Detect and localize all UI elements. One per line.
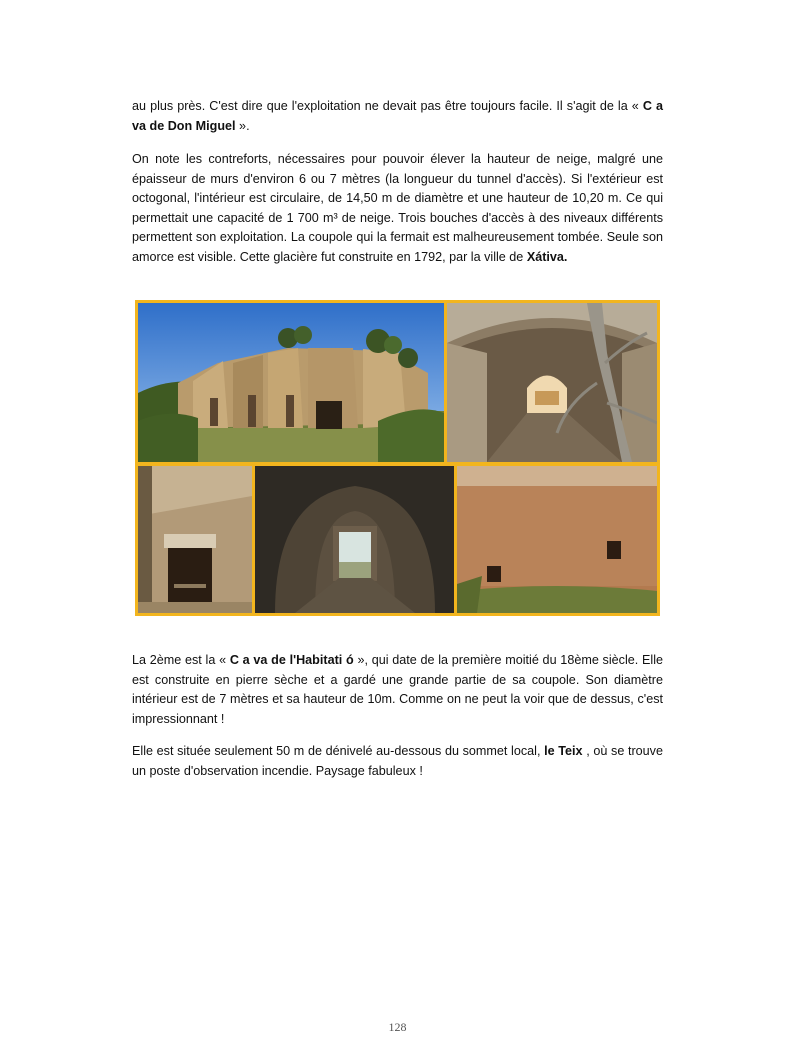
para1-text-end: ». bbox=[235, 118, 250, 133]
para3-text-end: », qui date de la première moitié du 18ème siècle. Elle est construite en pierre sèche et a gardé une grande partie de sa coupole. Son diamètre intérieur est de 7 mètres et sa hauteur de 10m. Comme on ne peut la voir que de dessus, c'est impressionnant ! bbox=[132, 653, 663, 726]
photo-exterior-buttresses bbox=[138, 303, 444, 462]
paragraph-1 bbox=[132, 97, 663, 136]
photo-tunnel-with-tree bbox=[447, 303, 657, 462]
para1-text-start: au plus près. C'est dire que l'exploitation ne devait pas être toujours facile. Il s'agit de la « bbox=[132, 99, 643, 113]
photo-tunnel-interior bbox=[255, 466, 454, 613]
cava-habitatio-name: C a va de l'Habitati ó bbox=[229, 653, 354, 667]
para2-text: On note les contreforts, nécessaires pour pouvoir élever la hauteur de neige, malgré une épaisseur de murs d'environ 6 ou 7 mètres (la longueur du tunnel d'accès). Si l'extérieur est octogonal, l'intérieur est circulaire, de 14,50 m de diamètre et une hauteur de 10,20 m. Ce qui permettait une capacité de 1 700 m³ de neige. Trois bouches d'accès à des niveaux différents permettent son exploitation. La coupole qui la fermait est malheureusement tombée. Seule son amorce est visible. Cette glacière fut construite en 1792, par la ville de bbox=[132, 152, 663, 264]
para4-text-end: , où se trouve un poste d'observation incendie. Paysage fabuleux ! bbox=[132, 744, 663, 778]
page-number: 128 bbox=[388, 1020, 407, 1034]
xativa-name: Xátiva. bbox=[526, 249, 568, 264]
paragraph-3 bbox=[132, 651, 663, 729]
cava-don-miguel-name: C a va de Don Miguel bbox=[132, 99, 663, 133]
photo-circular-interior bbox=[457, 466, 657, 613]
para3-text-start: La 2ème est la « bbox=[132, 653, 230, 667]
photo-wall-doorway bbox=[138, 466, 252, 613]
le-teix-name: le Teix bbox=[544, 744, 583, 758]
paragraph-2 bbox=[132, 150, 663, 268]
para4-text-start: Elle est située seulement 50 m de dénivelé au-dessous du sommet local, bbox=[132, 744, 545, 758]
photo-collage bbox=[135, 300, 660, 616]
paragraph-4 bbox=[132, 742, 663, 781]
